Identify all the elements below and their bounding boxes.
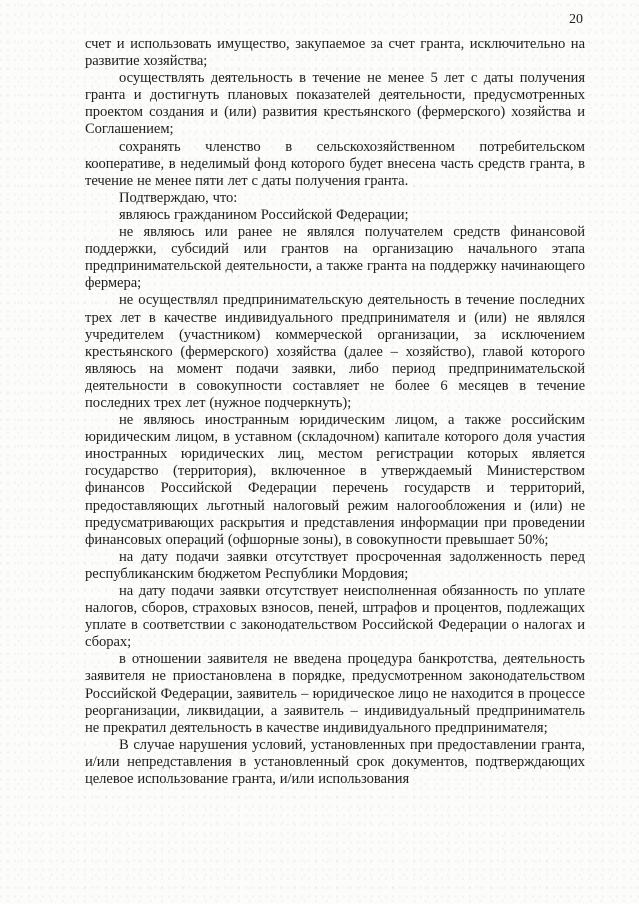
paragraph: счет и использовать имущество, закупаемое за счет гранта, исключительно на развитие хозяйства;	[85, 36, 585, 70]
paragraph: осуществлять деятельность в течение не менее 5 лет с даты получения гранта и достигнуть плановых показателей деятельности, предусмотренных проектом создания и (или) развития крестьянского (фермерского) хозяйства и Соглашением;	[85, 70, 585, 138]
paragraph: В случае нарушения условий, установленных при предоставлении гранта, и/или непредставления в установленный срок документов, подтверждающих целевое использование гранта, и/или использования	[85, 736, 585, 788]
paragraph: не осуществлял предпринимательскую деятельность в течение последних трех лет в качестве индивидуального предпринимателя и (или) не являлся учредителем (участником) коммерческой организации, за исключением крестьянского (фермерского) хозяйства (далее – хозяйство), главой которого являюсь на момент подачи заявки, либо период предпринимательской деятельности в совокупности составляет не более 6 месяцев в течение последних трех лет (нужное подчеркнуть);	[85, 292, 585, 411]
paragraph: на дату подачи заявки отсутствует просроченная задолженность перед республиканским бюджетом Республики Мордовия;	[85, 548, 585, 582]
paragraph: на дату подачи заявки отсутствует неисполненная обязанность по уплате налогов, сборов, страховых взносов, пеней, штрафов и процентов, подлежащих уплате в соответствии с законодательством Российской Федерации о налогах и сборах;	[85, 583, 585, 651]
paragraph: являюсь гражданином Российской Федерации;	[119, 206, 409, 223]
page-number: 20	[569, 12, 583, 27]
paragraph: Подтверждаю, что:	[119, 189, 238, 206]
document-body	[85, 36, 585, 788]
paragraph: не являюсь иностранным юридическим лицом, а также российским юридическим лицом, в уставном (складочном) капитале которого доля участия иностранных юридических лиц, местом регистрации которых является государство (территория), включенное в утверждаемый Министерством финансов Российской Федерации перечень государств и территорий, предоставляющих льготный налоговый режим налогообложения и (или) не предусматривающих раскрытия и представления информации при проведении финансовых операций (офшорные зоны), в совокупности превышает 50%;	[85, 412, 585, 548]
paragraph: сохранять членство в сельскохозяйственном потребительском кооперативе, в неделимый фонд которого будет внесена часть средств гранта, в течение не менее пяти лет с даты получения гранта.	[85, 138, 585, 189]
paragraph: в отношении заявителя не введена процедура банкротства, деятельность заявителя не приостановлена в порядке, предусмотренном законодательством Российской Федерации, заявитель – юридическое лицо не находится в процессе реорганизации, ликвидации, а заявитель – индивидуальный предприниматель не прекратил деятельность в качестве индивидуального предпринимателя;	[85, 651, 585, 736]
paragraph: не являюсь или ранее не являлся получателем средств финансовой поддержки, субсидий или грантов на организацию начального этапа предпринимательской деятельности, а также гранта на поддержку начинающего фермера;	[85, 224, 585, 292]
